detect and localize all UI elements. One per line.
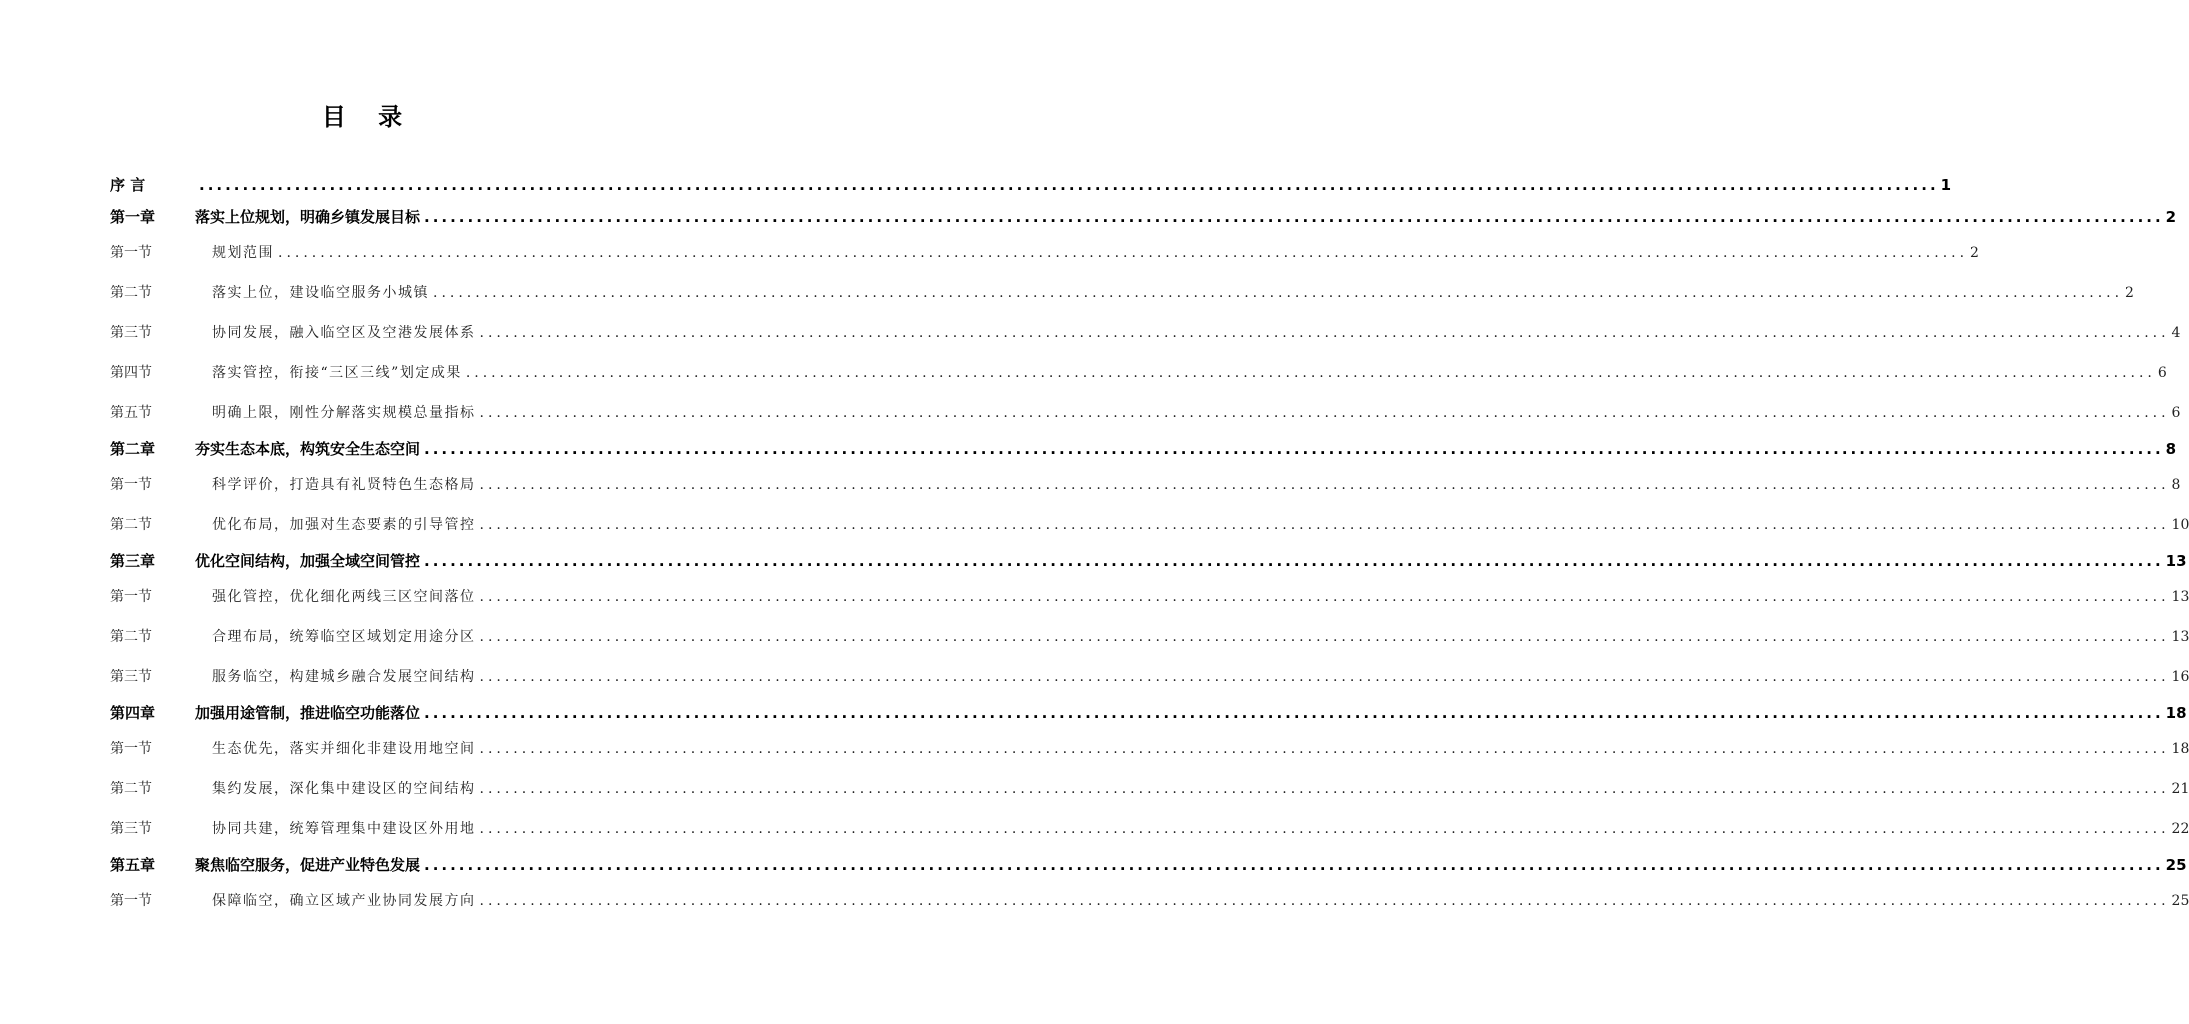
chapter-title: 落实上位规划，明确乡镇发展目标 — [195, 208, 421, 226]
page-number: 8 — [2171, 477, 2181, 493]
page-number: 18 — [2165, 704, 2187, 722]
section-label: 第一节 — [110, 477, 152, 493]
section-label: 第二节 — [110, 517, 152, 533]
dot-leader: ........................................................................................................................................................................................................ — [278, 245, 1969, 261]
dot-leader: ........................................................................................................................................................................................................ — [424, 856, 2164, 874]
dot-leader: ........................................................................................................................................................................................................ — [424, 552, 2164, 570]
toc-section-row[interactable] — [110, 729, 2189, 769]
dot-leader: ........................................................................................................................................................................................................ — [479, 893, 2170, 909]
dot-leader: ........................................................................................................................................................................................................ — [424, 440, 2164, 458]
section-title: 协同发展，融入临空区及空港发展体系 — [212, 325, 476, 341]
toc-section-row[interactable] — [110, 353, 2167, 393]
section-label: 第一节 — [110, 245, 152, 261]
table-of-contents — [110, 169, 2189, 921]
dot-leader: ........................................................................................................................................................................................................ — [479, 781, 2170, 797]
page-number: 2 — [2125, 285, 2134, 301]
dot-leader: ........................................................................................................................................................................................................ — [433, 285, 2124, 301]
chapter-title: 聚焦临空服务，促进产业特色发展 — [195, 856, 421, 874]
dot-leader: ........................................................................................................................................................................................................ — [424, 208, 2164, 226]
dot-leader: ........................................................................................................................................................................................................ — [465, 365, 2156, 381]
toc-section-row[interactable] — [110, 657, 2189, 697]
section-label: 第三节 — [110, 821, 152, 837]
section-title: 生态优先，落实并细化非建设用地空间 — [212, 741, 476, 757]
chapter-title: 优化空间结构，加强全域空间管控 — [195, 552, 421, 570]
toc-section-row[interactable] — [110, 881, 2189, 921]
toc-section-row[interactable] — [110, 617, 2189, 657]
toc-chapter-row[interactable] — [110, 201, 2177, 233]
chapter-label: 第二章 — [110, 440, 156, 458]
toc-section-row[interactable] — [110, 577, 2189, 617]
section-label: 第四节 — [110, 365, 152, 381]
dot-leader: ........................................................................................................................................................................................................ — [479, 741, 2170, 757]
section-label: 第三节 — [110, 669, 152, 685]
chapter-title: 夯实生态本底，构筑安全生态空间 — [195, 440, 421, 458]
page-number: 13 — [2171, 629, 2189, 645]
dot-leader: ........................................................................................................................................................................................................ — [479, 669, 2170, 685]
section-label: 第二节 — [110, 781, 152, 797]
chapter-label: 第三章 — [110, 552, 156, 570]
chapter-label: 第五章 — [110, 856, 156, 874]
section-label: 第三节 — [110, 325, 152, 341]
section-title: 强化管控，优化细化两线三区空间落位 — [212, 589, 476, 605]
section-title: 集约发展，深化集中建设区的空间结构 — [212, 781, 476, 797]
section-title: 保障临空，确立区域产业协同发展方向 — [212, 893, 476, 909]
page-number: 4 — [2171, 325, 2181, 341]
page-number: 13 — [2165, 552, 2187, 570]
toc-section-row[interactable] — [110, 809, 2189, 849]
dot-leader: ........................................................................................................................................................................................................ — [479, 517, 2170, 533]
dot-leader: ........................................................................................................................................................................................................ — [479, 629, 2170, 645]
page-number: 22 — [2171, 821, 2189, 837]
toc-section-row[interactable] — [110, 233, 1979, 273]
dot-leader: ........................................................................................................................................................................................................ — [479, 477, 2170, 493]
section-title: 协同共建，统筹管理集中建设区外用地 — [212, 821, 476, 837]
section-label: 第五节 — [110, 405, 152, 421]
page-number: 8 — [2165, 440, 2177, 458]
page-number: 10 — [2171, 517, 2189, 533]
toc-chapter-row[interactable] — [110, 545, 2187, 577]
page-number: 1 — [1940, 176, 1952, 194]
dot-leader: ........................................................................................................................................................................................................ — [479, 589, 2170, 605]
section-title: 落实上位，建设临空服务小城镇 — [212, 285, 429, 301]
chapter-label: 序 言 — [110, 176, 146, 194]
section-label: 第一节 — [110, 589, 152, 605]
section-label: 第一节 — [110, 741, 152, 757]
toc-section-row[interactable] — [110, 273, 2134, 313]
toc-section-row[interactable] — [110, 505, 2189, 545]
dot-leader: ........................................................................................................................................................................................................ — [199, 176, 1939, 194]
section-title: 合理布局，统筹临空区域划定用途分区 — [212, 629, 476, 645]
toc-section-row[interactable] — [110, 313, 2181, 353]
section-title: 服务临空，构建城乡融合发展空间结构 — [212, 669, 476, 685]
page-number: 2 — [2165, 208, 2177, 226]
section-title: 规划范围 — [212, 245, 274, 261]
chapter-label: 第一章 — [110, 208, 156, 226]
page-number: 16 — [2171, 669, 2189, 685]
toc-section-row[interactable] — [110, 465, 2181, 505]
page-number: 18 — [2171, 741, 2189, 757]
toc-chapter-row[interactable] — [110, 433, 2177, 465]
page-number: 6 — [2171, 405, 2181, 421]
dot-leader: ........................................................................................................................................................................................................ — [479, 821, 2170, 837]
dot-leader: ........................................................................................................................................................................................................ — [424, 704, 2164, 722]
chapter-title: 加强用途管制，推进临空功能落位 — [195, 704, 421, 722]
page-number: 25 — [2165, 856, 2187, 874]
dot-leader: ........................................................................................................................................................................................................ — [479, 325, 2170, 341]
toc-chapter-row[interactable] — [110, 849, 2187, 881]
page-number: 2 — [1970, 245, 1979, 261]
chapter-label: 第四章 — [110, 704, 156, 722]
toc-section-row[interactable] — [110, 769, 2189, 809]
section-label: 第一节 — [110, 893, 152, 909]
section-title: 落实管控，衔接“三区三线”划定成果 — [212, 365, 462, 381]
section-title: 优化布局，加强对生态要素的引导管控 — [212, 517, 476, 533]
page-number: 6 — [2157, 365, 2167, 381]
dot-leader: ........................................................................................................................................................................................................ — [479, 405, 2170, 421]
section-label: 第二节 — [110, 629, 152, 645]
section-title: 明确上限，刚性分解落实规模总量指标 — [212, 405, 476, 421]
toc-title: 目 录 — [321, 103, 415, 131]
page-number: 25 — [2171, 893, 2189, 909]
page-number: 13 — [2171, 589, 2189, 605]
toc-chapter-row[interactable] — [110, 697, 2187, 729]
toc-chapter-row[interactable] — [110, 169, 1952, 201]
toc-section-row[interactable] — [110, 393, 2181, 433]
section-title: 科学评价，打造具有礼贤特色生态格局 — [212, 477, 476, 493]
page-number: 21 — [2171, 781, 2189, 797]
section-label: 第二节 — [110, 285, 152, 301]
